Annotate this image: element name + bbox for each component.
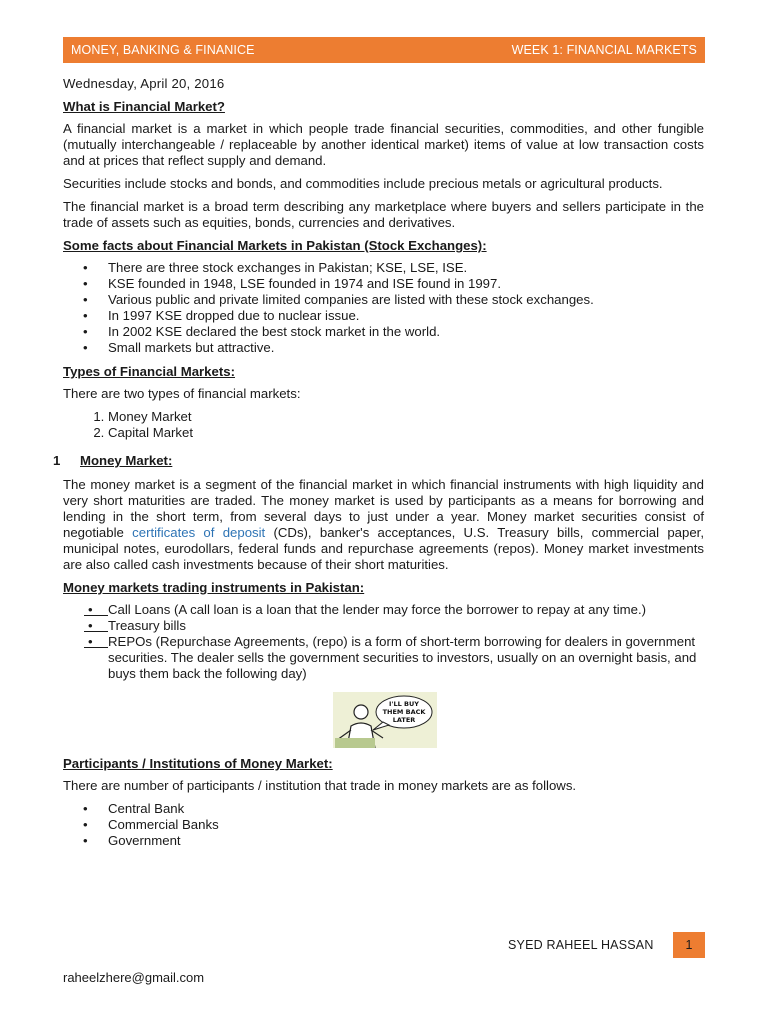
section-title: Money Market:: [80, 453, 173, 468]
paragraph-definition: A financial market is a market in which people trade financial securities, commodities, and other fungible (mutually interchangeable / replaceable by another identical market) items of value at low transaction costs and at prices that reflect supply and demand.: [63, 121, 704, 168]
header-week-title: WEEK 1: FINANCIAL MARKETS: [511, 43, 697, 57]
list-item: • Call Loans (A call loan is a loan that the lender may force the borrower to repay at any time.): [108, 602, 704, 618]
list-item: • In 2002 KSE declared the best stock market in the world.: [108, 324, 704, 340]
cartoon-text-line: THEM BACK: [382, 708, 426, 716]
heading-what-is-financial-market: What is Financial Market?: [63, 99, 225, 114]
heading-facts: Some facts about Financial Markets in Pakistan (Stock Exchanges):: [63, 238, 487, 253]
page-header: [63, 37, 705, 63]
document-date: Wednesday, April 20, 2016: [63, 76, 225, 91]
paragraph-participants-intro: There are number of participants / institution that trade in money markets are as follows.: [63, 778, 577, 793]
list-item: • Various public and private limited companies are listed with these stock exchanges.: [108, 292, 704, 308]
list-item: 2. Capital Market: [108, 425, 704, 441]
header-course-title: MONEY, BANKING & FINANICE: [71, 43, 255, 57]
paragraph-broad-term: The financial market is a broad term describing any marketplace where buyers and sellers participate in the trade of assets such as equities, bonds, currencies and derivatives.: [63, 199, 704, 230]
list-item: • There are three stock exchanges in Pakistan; KSE, LSE, ISE.: [108, 260, 704, 276]
paragraph-money-market: [63, 477, 704, 573]
list-item: • Small markets but attractive.: [108, 340, 704, 356]
cartoon-text-line: I'LL BUY: [389, 700, 419, 708]
section-money-market-heading: [53, 453, 704, 469]
certificates-of-deposit-link[interactable]: certificates of deposit: [132, 525, 266, 540]
footer-author: SYED RAHEEL HASSAN: [508, 938, 654, 952]
list-item: • Treasury bills: [108, 618, 704, 634]
instruments-list: [63, 602, 704, 682]
cartoon-image: [333, 692, 437, 748]
paragraph-securities: Securities include stocks and bonds, and commodities include precious metals or agricultural products.: [63, 176, 663, 191]
heading-types: Types of Financial Markets:: [63, 364, 235, 379]
participants-list: [63, 801, 704, 849]
types-list: [63, 409, 704, 441]
heading-participants: Participants / Institutions of Money Market:: [63, 756, 333, 771]
list-item: • Commercial Banks: [108, 817, 704, 833]
section-number: 1: [53, 453, 61, 468]
mm-text-1: The money market is a segment of the financial market in which financial instruments with high liquidity and very short maturities are traded. The money market is used by participants as a means for borrowing and lending in the short term, from several days to just under a year. Money market securities consist of negotiable: [63, 477, 704, 540]
list-item: • Government: [108, 833, 704, 849]
list-item: • In 1997 KSE dropped due to nuclear issue.: [108, 308, 704, 324]
facts-list: [63, 260, 704, 356]
document-body: [53, 76, 704, 857]
list-item: • KSE founded in 1948, LSE founded in 1974 and ISE found in 1997.: [108, 276, 704, 292]
paragraph-types-intro: There are two types of financial markets:: [63, 386, 301, 401]
list-item: • REPOs (Repurchase Agreements, (repo) is a form of short-term borrowing for dealers in government securities. The dealer sells the government securities to investors, usually on an overnight basis, and buys them back the following day): [108, 634, 704, 682]
mm-text-2: (CDs), banker's acceptances, U.S. Treasury bills, commercial paper, municipal notes, eurodollars, federal funds and repurchase agreements (repos). Money market investments are also called cash investments because of their short maturities.: [63, 525, 704, 572]
footer-email: raheelzhere@gmail.com: [63, 970, 205, 985]
list-item: 1. Money Market: [108, 409, 704, 425]
list-item: • Central Bank: [108, 801, 704, 817]
page-number: 1: [673, 932, 705, 958]
heading-instruments: Money markets trading instruments in Pakistan:: [63, 580, 365, 595]
cartoon-text-line: LATER: [392, 716, 416, 724]
